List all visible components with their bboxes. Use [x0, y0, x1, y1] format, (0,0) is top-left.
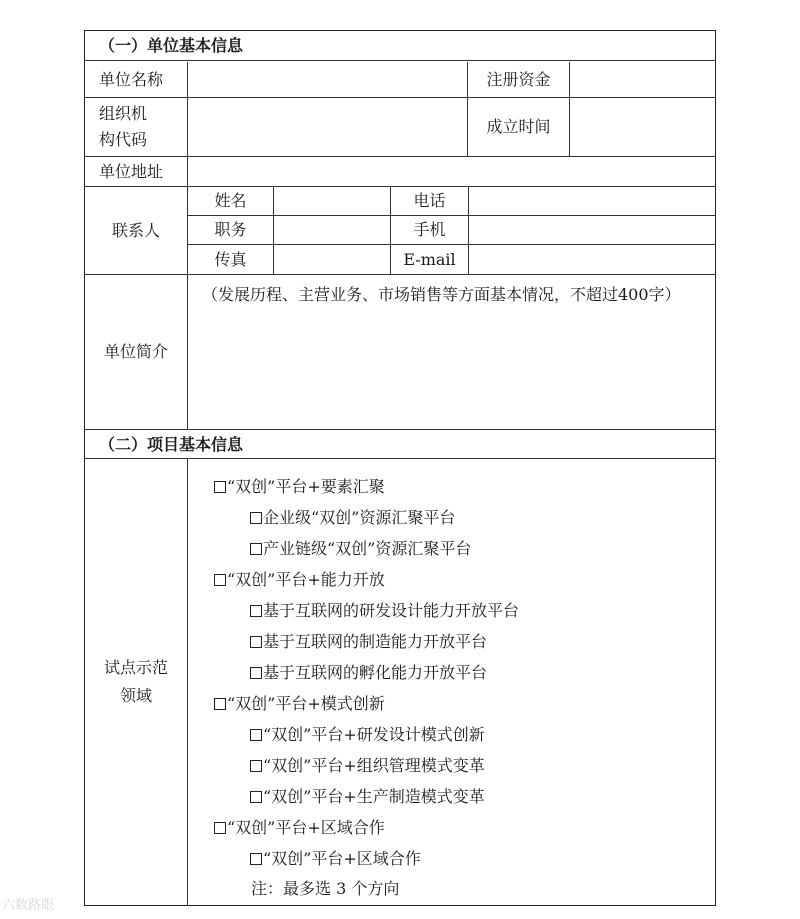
- founded-date-label: 成立时间: [467, 97, 569, 156]
- watermark: 六数路眼: [2, 898, 55, 913]
- checkbox[interactable]: [250, 853, 262, 865]
- group-model-innovation[interactable]: “双创”平台+模式创新: [214, 694, 385, 714]
- contact-fax-field[interactable]: [273, 244, 390, 274]
- contact-fax-label: 传真: [187, 244, 273, 274]
- checkbox[interactable]: [250, 760, 262, 772]
- contact-label: 联系人: [85, 186, 187, 274]
- checkbox[interactable]: [214, 481, 226, 493]
- contact-name-field[interactable]: [273, 186, 390, 215]
- org-code-field[interactable]: [187, 97, 467, 156]
- registered-capital-field[interactable]: [569, 62, 715, 97]
- contact-mobile-field[interactable]: [468, 215, 715, 244]
- checkbox[interactable]: [214, 698, 226, 710]
- address-field[interactable]: [187, 156, 715, 186]
- checkbox[interactable]: [214, 574, 226, 586]
- contact-mobile-label: 手机: [390, 215, 468, 244]
- section-title-project-info: （二）项目基本信息: [85, 429, 715, 459]
- option-rd-design-capability-platform[interactable]: 基于互联网的研发设计能力开放平台: [250, 601, 519, 621]
- contact-email-field[interactable]: [468, 244, 715, 274]
- contact-name-label: 姓名: [187, 186, 273, 215]
- group-capability-opening[interactable]: “双创”平台+能力开放: [214, 570, 385, 590]
- option-regional-cooperation[interactable]: “双创”平台+区域合作: [250, 849, 421, 869]
- option-enterprise-resource-platform[interactable]: 企业级“双创”资源汇聚平台: [250, 508, 455, 528]
- option-industry-chain-resource-platform[interactable]: 产业链级“双创”资源汇聚平台: [250, 539, 471, 559]
- option-org-management-model-reform[interactable]: “双创”平台+组织管理模式变革: [250, 756, 485, 776]
- contact-position-field[interactable]: [273, 215, 390, 244]
- pilot-domain-label: 试点示范 领域: [103, 658, 168, 705]
- registered-capital-label: 注册资金: [467, 62, 569, 97]
- checkbox[interactable]: [250, 791, 262, 803]
- intro-hint: （发展历程、主营业务、市场销售等方面基本情况，不超过400字）: [202, 285, 681, 304]
- checkbox[interactable]: [250, 605, 262, 617]
- checkbox[interactable]: [250, 543, 262, 555]
- unit-name-field[interactable]: [187, 62, 467, 97]
- application-form: [84, 30, 716, 906]
- address-label: 单位地址: [85, 156, 187, 186]
- checkbox[interactable]: [250, 636, 262, 648]
- contact-phone-field[interactable]: [468, 186, 715, 215]
- group-factor-aggregation[interactable]: “双创”平台+要素汇聚: [214, 477, 385, 497]
- option-manufacturing-capability-platform[interactable]: 基于互联网的制造能力开放平台: [250, 632, 487, 652]
- intro-label: 单位简介: [85, 274, 187, 429]
- option-rd-design-model-innovation[interactable]: “双创”平台+研发设计模式创新: [250, 725, 485, 745]
- contact-position-label: 职务: [187, 215, 273, 244]
- checkbox[interactable]: [250, 667, 262, 679]
- checkbox[interactable]: [214, 822, 226, 834]
- contact-phone-label: 电话: [390, 186, 468, 215]
- unit-name-label: 单位名称: [99, 69, 164, 89]
- group-regional-cooperation[interactable]: “双创”平台+区域合作: [214, 818, 385, 838]
- section-title-unit-info: （一）单位基本信息: [85, 31, 715, 61]
- option-production-model-reform[interactable]: “双创”平台+生产制造模式变革: [250, 787, 485, 807]
- checkbox[interactable]: [250, 729, 262, 741]
- contact-email-label: E-mail: [390, 244, 468, 274]
- checkbox[interactable]: [250, 512, 262, 524]
- intro-field[interactable]: [187, 274, 715, 429]
- selection-note: 注：最多选 3 个方向: [251, 879, 400, 898]
- founded-date-field[interactable]: [569, 97, 715, 156]
- option-incubation-capability-platform[interactable]: 基于互联网的孵化能力开放平台: [250, 663, 487, 683]
- org-code-label: 组织机 构代码: [85, 97, 187, 156]
